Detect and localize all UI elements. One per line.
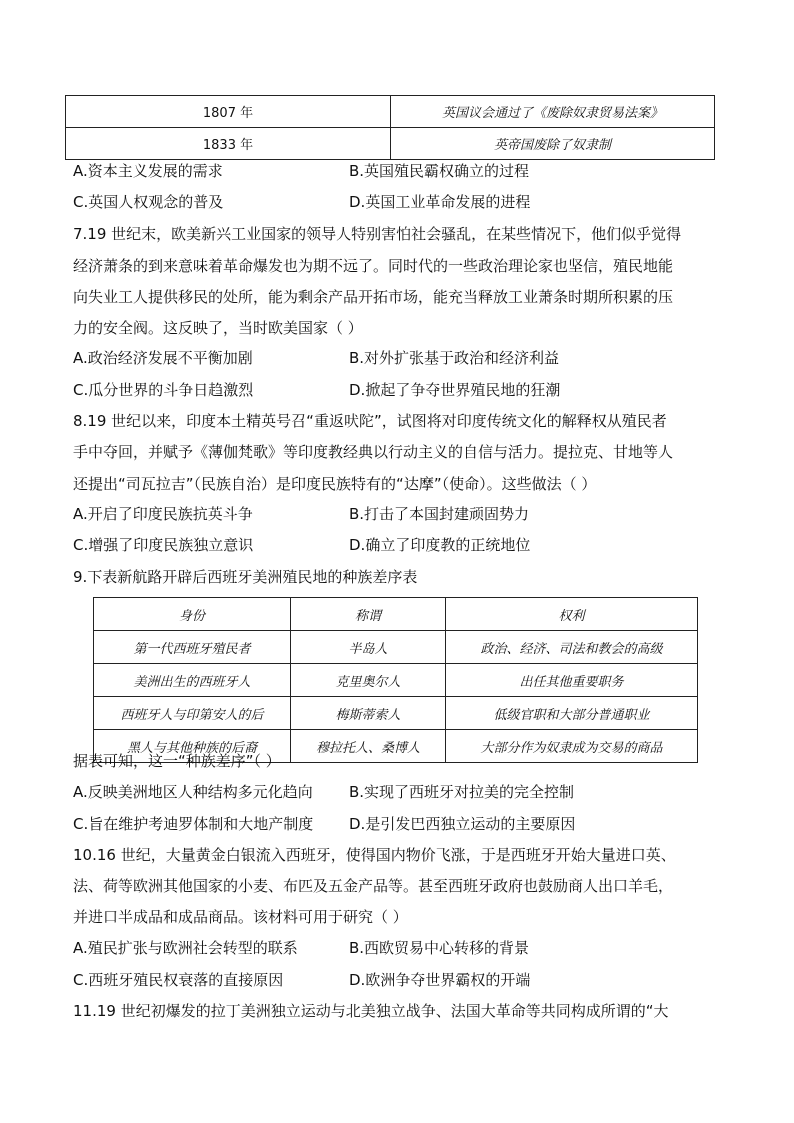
table-header: 身份 (94, 598, 291, 631)
q6-option-a[interactable]: A.资本主义发展的需求 (73, 162, 223, 180)
table-cell: 政治、经济、司法和教会的高级 (446, 631, 698, 664)
table-cell: 梅斯蒂索人 (291, 697, 446, 730)
table-header: 称谓 (291, 598, 446, 631)
q8-stem-line: 8.19 世纪以来，印度本土精英号召“重返吠陀”，试图将对印度传统文化的解释权从殖民者 (73, 412, 667, 430)
table-header: 权利 (446, 598, 698, 631)
q7-option-a[interactable]: A.政治经济发展不平衡加剧 (73, 349, 253, 367)
q6-option-b[interactable]: B.英国殖民霸权确立的过程 (349, 162, 530, 180)
table-cell-year: 1807 年 (66, 96, 391, 128)
racial-hierarchy-table (93, 597, 698, 763)
q8-stem-line: 手中夺回，并赋予《薄伽梵歌》等印度教经典以行动主义的自信与活力。提拉克、甘地等人 (73, 443, 674, 461)
table-row (94, 664, 698, 697)
q10-option-d[interactable]: D.欧洲争夺世界霸权的开端 (349, 971, 531, 989)
q6-option-c[interactable]: C.英国人权观念的普及 (73, 193, 224, 211)
table-row (94, 631, 698, 664)
table-cell-event: 英国议会通过了《废除奴隶贸易法案》 (391, 96, 715, 128)
q10-stem-line: 法、荷等欧洲其他国家的小麦、布匹及五金产品等。甚至西班牙政府也鼓励商人出口羊毛， (73, 877, 674, 895)
q7-option-c[interactable]: C.瓜分世界的斗争日趋激烈 (73, 381, 254, 399)
table-cell: 低级官职和大部分普通职业 (446, 697, 698, 730)
q8-stem-line: 还提出“司瓦拉吉”（民族自治）是印度民族特有的“达摩”（使命）。这些做法（ ） (73, 475, 597, 493)
q10-option-c[interactable]: C.西班牙殖民权衰落的直接原因 (73, 971, 284, 989)
q9-option-d[interactable]: D.是引发巴西独立运动的主要原因 (349, 815, 576, 833)
table-cell: 第一代西班牙殖民者 (94, 631, 291, 664)
q7-option-d[interactable]: D.掀起了争夺世界殖民地的狂潮 (349, 381, 561, 399)
table-cell: 半岛人 (291, 631, 446, 664)
table-row (94, 697, 698, 730)
table-cell: 出任其他重要职务 (446, 664, 698, 697)
table-cell: 美洲出生的西班牙人 (94, 664, 291, 697)
q9-stem: 9.下表新航路开辟后西班牙美洲殖民地的种族差序表 (73, 568, 418, 586)
q10-option-a[interactable]: A.殖民扩张与欧洲社会转型的联系 (73, 939, 298, 957)
table-row (66, 128, 715, 160)
q8-option-a[interactable]: A.开启了印度民族抗英斗争 (73, 505, 253, 523)
table-cell-event: 英帝国废除了奴隶制 (391, 128, 715, 160)
q7-stem-line: 7.19 世纪末，欧美新兴工业国家的领导人特别害怕社会骚乱，在某些情况下，他们似乎觉得 (73, 225, 682, 243)
table-cell: 穆拉托人、桑博人 (291, 730, 446, 763)
table-cell-year: 1833 年 (66, 128, 391, 160)
q7-stem-line: 向失业工人提供移民的处所，能为剩余产品开拓市场，能充当释放工业萧条时期所积累的压 (73, 288, 674, 306)
q6-option-d[interactable]: D.英国工业革命发展的进程 (349, 193, 531, 211)
q10-stem-line: 10.16 世纪，大量黄金白银流入西班牙，使得国内物价飞涨，于是西班牙开始大量进口英、 (73, 846, 676, 864)
table-row (66, 96, 715, 128)
table-cell: 大部分作为奴隶成为交易的商品 (446, 730, 698, 763)
q10-option-b[interactable]: B.西欧贸易中心转移的背景 (349, 939, 530, 957)
q9-option-b[interactable]: B.实现了西班牙对拉美的完全控制 (349, 783, 575, 801)
abolition-table (65, 95, 715, 160)
q7-stem-line: 力的安全阀。这反映了，当时欧美国家（ ） (73, 319, 363, 337)
table-cell: 克里奥尔人 (291, 664, 446, 697)
q8-option-d[interactable]: D.确立了印度教的正统地位 (349, 536, 531, 554)
q8-option-b[interactable]: B.打击了本国封建顽固势力 (349, 505, 530, 523)
table-header-row (94, 598, 698, 631)
table-cell: 西班牙人与印第安人的后 (94, 697, 291, 730)
q9-question: 据表可知，这一“种族差序”（ ） (73, 752, 281, 770)
q10-stem-line: 并进口半成品和成品商品。该材料可用于研究（ ） (73, 908, 408, 926)
table-cell: 黑人与其他种族的后裔 (94, 730, 291, 763)
q9-option-c[interactable]: C.旨在维护考迪罗体制和大地产制度 (73, 815, 314, 833)
q7-stem-line: 经济萧条的到来意味着革命爆发也为期不远了。同时代的一些政治理论家也坚信，殖民地能 (73, 257, 674, 275)
q11-stem-line: 11.19 世纪初爆发的拉丁美洲独立运动与北美独立战争、法国大革命等共同构成所谓的“大 (73, 1002, 669, 1020)
q7-option-b[interactable]: B.对外扩张基于政治和经济利益 (349, 349, 560, 367)
q9-option-a[interactable]: A.反映美洲地区人种结构多元化趋向 (73, 783, 313, 801)
q8-option-c[interactable]: C.增强了印度民族独立意识 (73, 536, 254, 554)
